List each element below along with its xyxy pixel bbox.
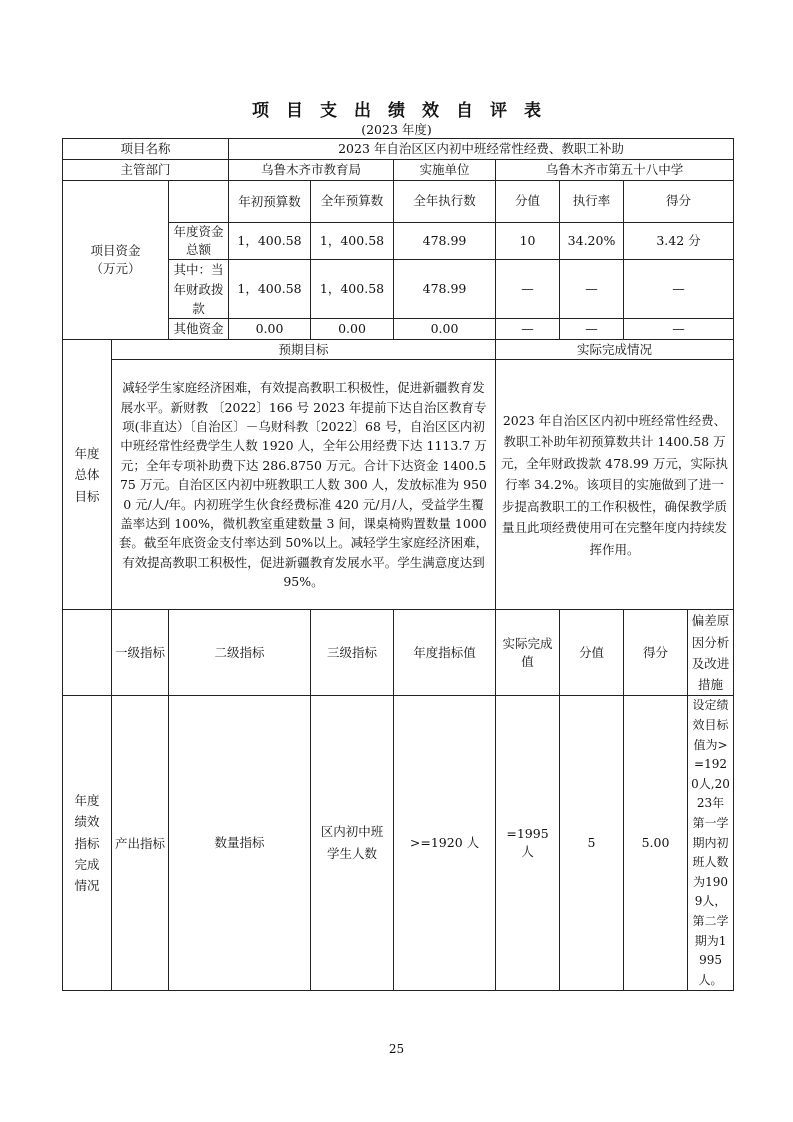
funds-cell: 0.00 <box>394 319 496 340</box>
indicator-score-value: 5 <box>560 696 624 991</box>
indicator-target: >=1920 人 <box>394 696 496 991</box>
funds-row-label: 其中：当年财政拨款 <box>169 260 229 319</box>
funds-cell: 1，400.58 <box>229 223 311 260</box>
indicator-header-actual: 实际完成值 <box>496 610 560 696</box>
indicator-header-deviation: 偏差原因分析及改进措施 <box>688 610 734 696</box>
indicator-level1: 产出指标 <box>112 696 169 991</box>
indicator-level3: 区内初中班学生人数 <box>311 696 394 991</box>
indicator-header-level1: 一级指标 <box>112 610 169 696</box>
actual-result-text: 2023 年自治区区内初中班经常性经费、教职工补助年初预算数共计 1400.58 万元，全年财政拨款 478.99 万元，实际执行率 34.2%。该项目的实施做到了进一步提高教职工的工作积极性，确保教学质量且此项经费使用可在完整年度内持续发挥作用。 <box>496 360 734 610</box>
indicators-header-row <box>63 610 734 696</box>
funds-cell: — <box>624 260 734 319</box>
document-title: 项目支出绩效自评表 <box>252 101 558 121</box>
funds-cell: 3.42 分 <box>624 223 734 260</box>
actual-result-header: 实际完成情况 <box>496 340 734 360</box>
indicator-header-score-value: 分值 <box>560 610 624 696</box>
indicator-deviation: 设定绩效目标值为>=1920人,2023年第一学期内初班人数为1909人，第二学期为1995人。 <box>688 696 734 991</box>
funds-cell: 478.99 <box>394 223 496 260</box>
funds-cell: — <box>560 319 624 340</box>
funds-cell: 478.99 <box>394 260 496 319</box>
funds-cell: 1，400.58 <box>311 260 394 319</box>
indicator-level2: 数量指标 <box>169 696 311 991</box>
funds-header-executed: 全年执行数 <box>394 181 496 223</box>
funds-label: 项目资金 （万元） <box>63 181 169 340</box>
funds-cell: — <box>624 319 734 340</box>
dept-value: 乌鲁木齐市教育局 <box>229 160 394 181</box>
funds-cell: — <box>496 319 560 340</box>
indicator-header-target: 年度指标值 <box>394 610 496 696</box>
funds-cell: — <box>496 260 560 319</box>
funds-header-score-value: 分值 <box>496 181 560 223</box>
funds-row-label: 其他资金 <box>169 319 229 340</box>
page-number: 25 <box>388 1042 405 1056</box>
indicator-header-level3: 三级指标 <box>311 610 394 696</box>
funds-cell: 34.20% <box>560 223 624 260</box>
funds-cell: 10 <box>496 223 560 260</box>
project-name-row <box>63 139 734 160</box>
funds-cell: 0.00 <box>229 319 311 340</box>
indicators-label: 年度 绩效 指标 完成 情况 <box>63 696 112 991</box>
funds-cell: 1，400.58 <box>311 223 394 260</box>
funds-header-rate: 执行率 <box>560 181 624 223</box>
funds-cell: — <box>560 260 624 319</box>
indicator-header-score: 得分 <box>624 610 688 696</box>
project-name-value: 2023 年自治区区内初中班经常性经费、教职工补助 <box>229 139 734 160</box>
indicator-row <box>63 696 734 991</box>
expected-goal-text: 减轻学生家庭经济困难，有效提高教职工积极性，促进新疆教育发展水平。新财教 〔2022〕166 号 2023 年提前下达自治区教育专项(非直达）〔自治区〕－乌财科教〔2022〕68 号，自治区区内初中班经常性经费学生人数 1920 人，全年公用经费下达 1113.7 万元；全年专项补助费下达 286.8750 万元。合计下达资金 1400.575 万元。自治区区内初中班教职工人数 300 人，发放标准为 9500 元/人/年。内初班学生伙食经费标准 420 元/月/人，受益学生覆盖率达到 100%，微机教室重建数量 3 间，课桌椅购置数量 1000 套。截至年底资金支付率达到 50%以上。减轻学生家庭经济困难，有效提高教职工积极性，促进新疆教育发展水平。学生满意度达到 95%。 <box>112 360 496 610</box>
year-note: (2023 年度) <box>361 122 432 137</box>
funds-header-annual-budget: 全年预算数 <box>311 181 394 223</box>
indicator-actual: =1995 人 <box>496 696 560 991</box>
project-name-label: 项目名称 <box>63 139 229 160</box>
goals-content-row <box>63 360 734 610</box>
department-row <box>63 160 734 181</box>
goals-header-row <box>63 340 734 360</box>
evaluation-table <box>62 138 734 991</box>
funds-cell: 0.00 <box>311 319 394 340</box>
unit-value: 乌鲁木齐市第五十八中学 <box>496 160 734 181</box>
goals-label: 年度 总体 目标 <box>63 340 112 610</box>
funds-header-score: 得分 <box>624 181 734 223</box>
funds-header-row <box>63 181 734 223</box>
indicator-header-level2: 二级指标 <box>169 610 311 696</box>
dept-label: 主管部门 <box>63 160 229 181</box>
funds-header-initial-budget: 年初预算数 <box>229 181 311 223</box>
expected-goal-header: 预期目标 <box>112 340 496 360</box>
unit-label: 实施单位 <box>394 160 496 181</box>
funds-cell: 1，400.58 <box>229 260 311 319</box>
funds-row-label: 年度资金总额 <box>169 223 229 260</box>
indicator-score: 5.00 <box>624 696 688 991</box>
